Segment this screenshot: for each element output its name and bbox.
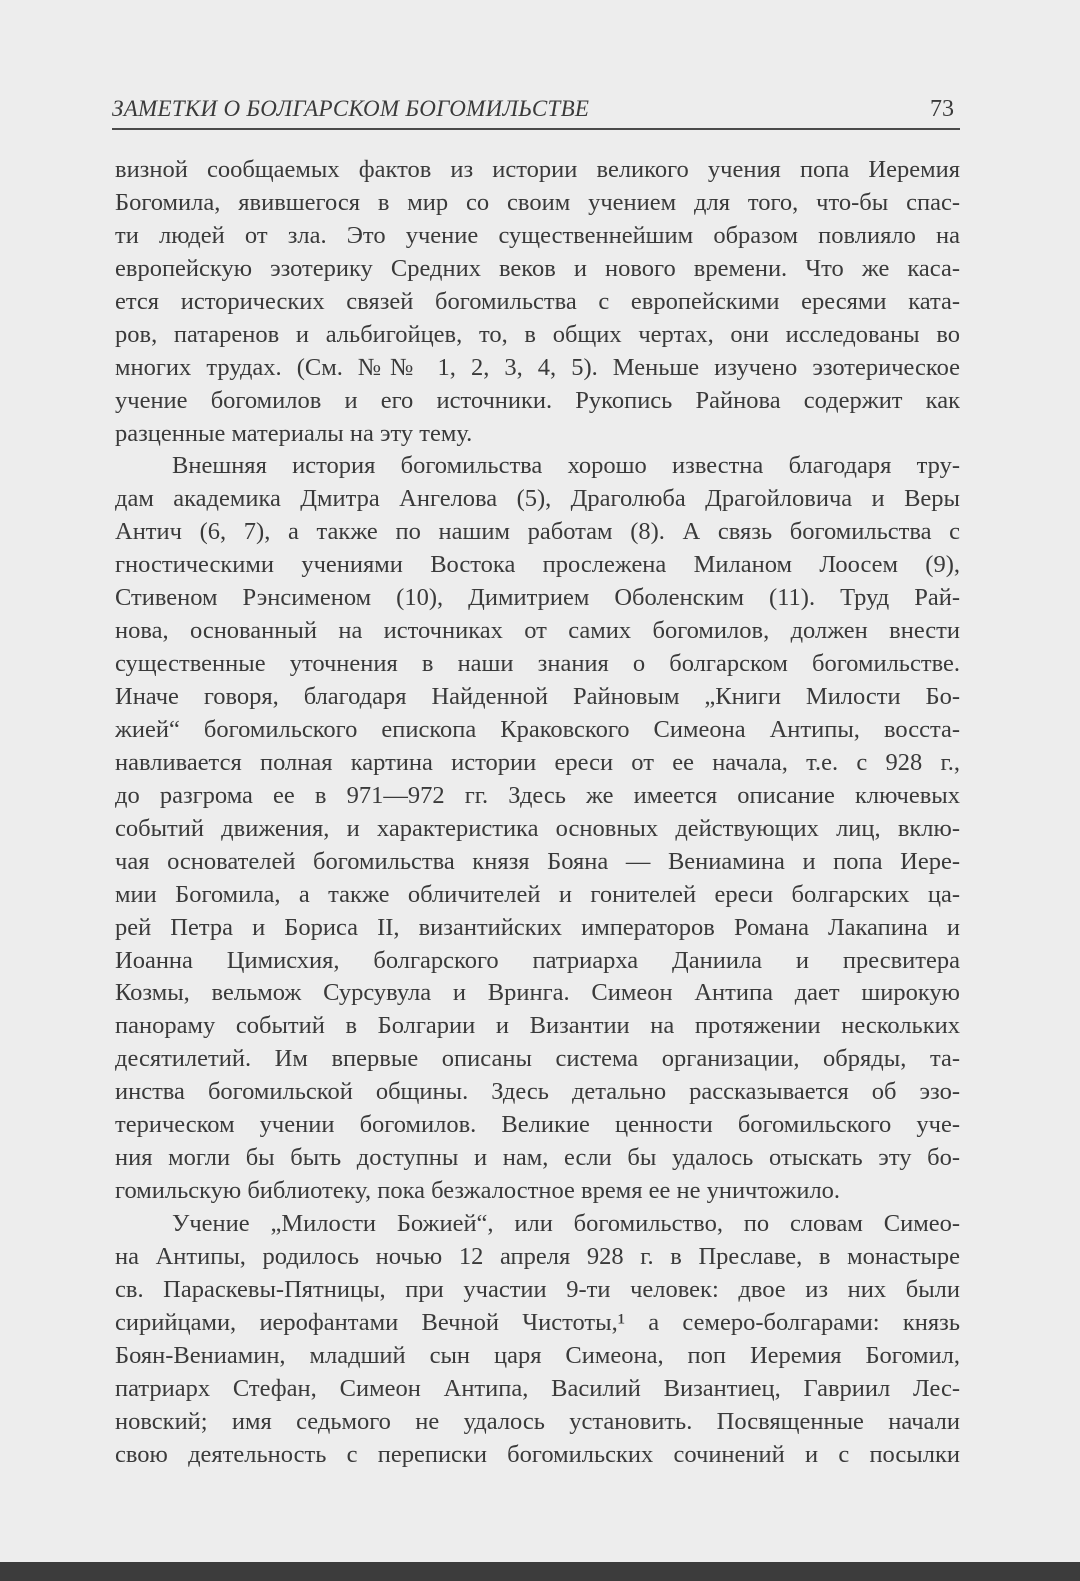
text-line: до разгрома ее в 971—972 гг. Здесь же имеется описание ключевых [115, 781, 960, 809]
text-line: Учение „Милости Божией“, или богомильство, по словам Симео- [172, 1210, 960, 1237]
text-line: инства богомильской общины. Здесь детально рассказывается об эзо- [115, 1078, 960, 1106]
text-line: визной сообщаемых фактов из истории великого учения попа Иеремия [115, 156, 960, 183]
text-line: Иоанна Цимисхия, болгарского патриарха Даниила и пресвитера [115, 946, 960, 974]
text-line: Богомила, явившегося в мир со своим учением для того, что-бы спас- [115, 188, 960, 216]
text-line: панораму событий в Болгарии и Византии на протяжении нескольких [115, 1012, 960, 1040]
text-line: навливается полная картина истории ереси от ее начала, т.е. с 928 г., [115, 748, 960, 776]
text-line: многих трудах. (См. №№ 1, 2, 3, 4, 5). Меньше изучено эзотерическое [115, 353, 960, 381]
body-text [115, 154, 960, 1472]
text-line: Иначе говоря, благодаря Найденной Райновым „Книги Милости Бо- [115, 683, 960, 710]
text-line: европейскую эзотерику Средних веков и нового времени. Что же каса- [115, 254, 960, 282]
text-line: ров, патаренов и альбигойцев, то, в общих чертах, они исследованы во [115, 320, 960, 348]
text-line: разценные материалы на эту тему. [115, 419, 473, 447]
text-line: Внешняя история богомильства хорошо известна благодаря тру- [172, 452, 960, 480]
paragraph [115, 450, 960, 1208]
header-rule [112, 128, 960, 130]
text-line: терическом учении богомилов. Великие ценности богомильского уче- [115, 1111, 960, 1139]
text-line: патриарх Стефан, Симеон Антипа, Василий Византиец, Гавриил Лес- [115, 1374, 960, 1402]
text-line: на Антипы, родилось ночью 12 апреля 928 г. в Преславе, в монастыре [115, 1242, 960, 1270]
text-line: ти людей от зла. Это учение существеннейшим образом повлияло на [115, 221, 960, 249]
text-line: жией“ богомильского епископа Краковского Симеона Антипы, восста- [115, 715, 960, 743]
text-line: существенные уточнения в наши знания о болгарском богомильстве. [115, 650, 960, 678]
text-line: Козмы, вельмож Сурсувула и Вринга. Симеон Антипа дает широкую [115, 979, 960, 1007]
text-line: событий движения, и характеристика основных действующих лиц, вклю- [115, 814, 960, 842]
text-line: учение богомилов и его источники. Рукопись Райнова содержит как [115, 386, 960, 414]
text-line: гностическими учениями Востока прослежена Миланом Лоосем (9), [115, 551, 960, 579]
text-line: сирийцами, иерофантами Вечной Чистоты,¹ а семеро-болгарами: князь [115, 1308, 960, 1336]
text-line: дам академика Дмитра Ангелова (5), Драголюба Драгойловича и Веры [115, 485, 960, 513]
text-line: гомильскую библиотеку, пока безжалостное время ее не уничтожило. [115, 1177, 841, 1205]
text-line: Антич (6, 7), а также по нашим работам (8). А связь богомильства с [115, 518, 960, 546]
paragraph [115, 1208, 960, 1472]
text-line: Боян-Вениамин, младший сын царя Симеона, поп Иеремия Богомил, [115, 1341, 960, 1369]
text-line: нова, основанный на источниках от самих богомилов, должен внести [115, 617, 960, 645]
text-line: мии Богомила, а также обличителей и гонителей ереси болгарских ца- [115, 880, 960, 908]
text-line: ния могли бы быть доступны и нам, если бы удалось отыскать эту бо- [115, 1144, 960, 1172]
text-line: чая основателей богомильства князя Бояна — Вениамина и попа Иере- [115, 847, 960, 875]
page-number: 73 [930, 96, 954, 122]
running-title: ЗАМЕТКИ О БОЛГАРСКОМ БОГОМИЛЬСТВЕ [112, 96, 590, 121]
text-line: новский; имя седьмого не удалось установить. Посвященные начали [115, 1407, 960, 1435]
text-line: рей Петра и Бориса II, византийских императоров Романа Лакапина и [115, 913, 960, 941]
text-line: свою деятельность с переписки богомильских сочинений и с посылки [115, 1440, 960, 1468]
scan-bottom-edge [0, 1562, 1080, 1581]
text-line: ется исторических связей богомильства с европейскими ересями ката- [115, 287, 960, 315]
text-line: десятилетий. Им впервые описаны система организации, обряды, та- [115, 1045, 960, 1073]
text-line: св. Параскевы-Пятницы, при участии 9-ти человек: двое из них были [115, 1275, 960, 1303]
paragraph [115, 154, 960, 450]
running-head [112, 92, 960, 130]
text-line: Стивеном Рэнсименом (10), Димитрием Оболенским (11). Труд Рай- [115, 584, 960, 612]
